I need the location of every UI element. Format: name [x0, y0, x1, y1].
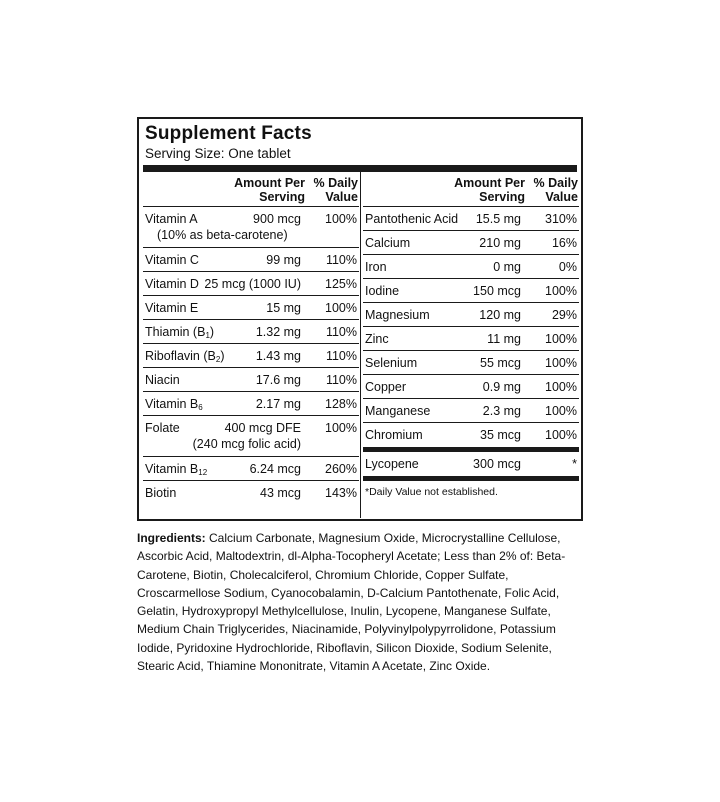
nutrient-name: Biotin: [145, 486, 177, 500]
nutrient-amount: 1.32 mg: [255, 325, 301, 339]
nutrient-amount: 6.24 mcg: [249, 462, 301, 476]
nutrient-amount: 15.5 mg: [475, 212, 521, 226]
nutrient-name: Lycopene: [365, 457, 419, 471]
panel-title: Supplement Facts: [145, 123, 312, 144]
nutrient-name: Copper: [365, 380, 406, 394]
nutrient-row: [363, 207, 579, 231]
nutrient-row: [363, 279, 579, 303]
nutrient-name: Pantothenic Acid: [365, 212, 459, 226]
nutrient-name: Vitamin A: [145, 212, 198, 226]
nutrient-amount: 120 mg: [479, 308, 521, 322]
nutrient-row: [143, 207, 359, 248]
ingredients-label: Ingredients:: [137, 531, 206, 545]
nutrient-amount: 2.17 mg: [255, 397, 301, 411]
nutrient-daily-value: 100%: [545, 332, 577, 346]
nutrient-row: [143, 320, 359, 344]
footnote: *Daily Value not established.: [365, 486, 498, 498]
nutrient-name: Chromium: [365, 428, 423, 442]
serving-size: Serving Size: One tablet: [145, 146, 291, 161]
nutrient-row: [363, 423, 579, 447]
nutrient-daily-value: 100%: [325, 421, 357, 435]
nutrient-amount: 55 mcg: [480, 356, 521, 370]
nutrient-row: [143, 248, 359, 272]
nutrient-daily-value: 310%: [545, 212, 577, 226]
nutrient-amount: 0.9 mg: [482, 380, 521, 394]
nutrient-name: Vitamin $B_6$: [145, 397, 203, 412]
left-column: [143, 172, 359, 505]
nutrient-amount: 150 mcg: [473, 284, 521, 298]
nutrient-amount: 99 mg: [266, 253, 301, 267]
nutrient-name: Folate: [145, 421, 180, 435]
nutrient-amount: 900 mcg: [253, 212, 301, 226]
nutrient-daily-value: 100%: [325, 301, 357, 315]
nutrient-amount: 2.3 mg: [482, 404, 521, 418]
nutrient-row: [143, 272, 359, 296]
nutrient-amount: 1.43 mg: [255, 349, 301, 363]
nutrient-row: [363, 399, 579, 423]
nutrient-daily-value: 128%: [325, 397, 357, 411]
nutrient-row: [143, 296, 359, 320]
nutrient-daily-value: *: [572, 457, 577, 471]
nutrient-name: Selenium: [365, 356, 418, 370]
nutrient-row: [143, 457, 359, 481]
daily-value-header: % Daily Value: [313, 176, 358, 204]
ingredients-paragraph: [137, 529, 587, 675]
nutrient-row: [363, 375, 579, 399]
nutrient-amount: 43 mcg: [260, 486, 301, 500]
nutrient-amount: 11 mg: [487, 332, 521, 346]
nutrient-daily-value: 100%: [545, 404, 577, 418]
nutrient-daily-value: 110%: [325, 349, 357, 363]
nutrient-row: [363, 351, 579, 375]
nutrient-name: Vitamin C: [145, 253, 199, 267]
nutrient-amount: 210 mg: [479, 236, 521, 250]
nutrient-row: [143, 368, 359, 392]
column-divider: [360, 172, 361, 518]
nutrient-note: (10% as beta-carotene): [157, 228, 288, 242]
nutrient-amount: 400 mcg DFE: [224, 421, 301, 435]
nutrient-daily-value: 100%: [545, 284, 577, 298]
nutrient-daily-value: 0%: [558, 260, 577, 274]
nutrient-name: Vitamin $B_{12}$: [145, 462, 208, 477]
nutrient-note: (240 mcg folic acid): [192, 437, 301, 451]
thick-divider: [143, 165, 577, 172]
nutrient-daily-value: 29%: [551, 308, 577, 322]
nutrient-daily-value: 110%: [325, 373, 357, 387]
nutrient-daily-value: 100%: [545, 428, 577, 442]
nutrient-name: Magnesium: [365, 308, 430, 322]
nutrient-row: [363, 255, 579, 279]
nutrient-name: Niacin: [145, 373, 180, 387]
nutrient-amount: 35 mcg: [480, 428, 521, 442]
nutrient-name: Vitamin D: [145, 277, 199, 291]
nutrient-daily-value: 16%: [551, 236, 577, 250]
nutrient-name: Zinc: [365, 332, 389, 346]
nutrient-daily-value: 110%: [325, 325, 357, 339]
nutrient-row: [363, 303, 579, 327]
nutrient-name: Calcium: [365, 236, 411, 250]
nutrient-row: [143, 392, 359, 416]
nutrient-row-lycopene: [363, 452, 579, 476]
nutrient-row: [363, 231, 579, 255]
nutrient-row: [143, 481, 359, 505]
thick-divider: [363, 476, 579, 481]
amount-header: Amount Per Serving: [454, 176, 525, 204]
nutrient-daily-value: 260%: [325, 462, 357, 476]
nutrient-amount: 0 mg: [493, 260, 521, 274]
nutrient-name: Manganese: [365, 404, 431, 418]
nutrient-name: Riboflavin $(B_2)$: [145, 349, 225, 364]
nutrient-daily-value: 100%: [545, 380, 577, 394]
amount-header: Amount Per Serving: [234, 176, 305, 204]
nutrient-name: Iron: [365, 260, 387, 274]
nutrient-amount: 17.6 mg: [255, 373, 301, 387]
daily-value-header: % Daily Value: [533, 176, 578, 204]
nutrient-daily-value: 143%: [325, 486, 357, 500]
right-column: [363, 172, 579, 498]
right-column-header: [363, 172, 579, 207]
nutrient-daily-value: 100%: [545, 356, 577, 370]
nutrient-name: Vitamin E: [145, 301, 199, 315]
nutrient-row: [363, 327, 579, 351]
nutrient-amount: 25 mcg (1000 IU): [204, 277, 301, 291]
nutrient-name: Iodine: [365, 284, 400, 298]
ingredients-text: Calcium Carbonate, Magnesium Oxide, Microcrystalline Cellulose, Ascorbic Acid, Maltodextrin, dl-Alpha-Tocopheryl Acetate; Less than 2% of: Beta-Carotene, Biotin, Cholecalciferol, Chromium Chloride, Copper Sulfate, Croscarmellose Sodium, Cyanocobalamin, D-Calcium Pantothenate, Folic Acid, Gelatin, Hydroxypropyl Methylcellulose, Inulin, Lycopene, Manganese Sulfate, Medium Chain Triglycerides, Niacinamide, Polyvinylpolypyrrolidone, Potassium Iodide, Pyridoxine Hydrochloride, Riboflavin, Silicon Dioxide, Sodium Selenite, Stearic Acid, Thiamine Mononitrate, Vitamin A Acetate, Zinc Oxide.: [137, 531, 566, 674]
nutrient-amount: 300 mcg: [473, 457, 521, 471]
nutrient-daily-value: 100%: [325, 212, 357, 226]
nutrient-daily-value: 125%: [325, 277, 357, 291]
nutrient-row: [143, 344, 359, 368]
left-column-header: [143, 172, 359, 207]
supplement-facts-panel: [137, 117, 583, 521]
nutrient-name: Thiamin $(B_1)$: [145, 325, 215, 340]
nutrient-daily-value: 110%: [325, 253, 357, 267]
nutrient-row: [143, 416, 359, 457]
nutrient-amount: 15 mg: [266, 301, 301, 315]
